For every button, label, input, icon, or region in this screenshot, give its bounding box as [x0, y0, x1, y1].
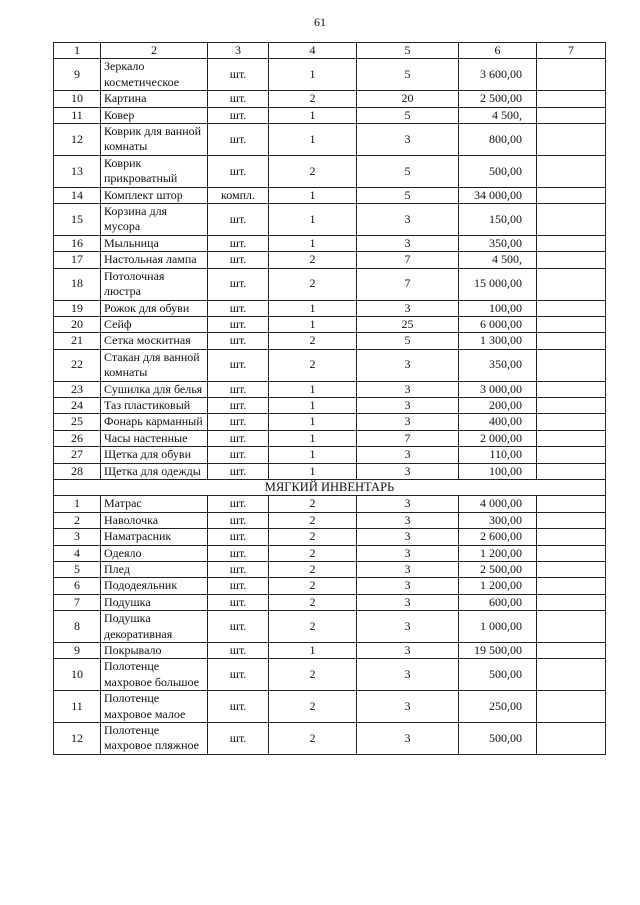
col-7-value [537, 430, 606, 446]
item-name: Наволочка [101, 512, 208, 528]
row-number: 4 [54, 545, 101, 561]
unit: шт. [208, 235, 269, 251]
table-row [54, 124, 606, 156]
table-row [54, 107, 606, 123]
price: 400,00 [459, 414, 537, 430]
col-7-value [537, 545, 606, 561]
col-5-value: 3 [357, 463, 459, 479]
row-number: 12 [54, 124, 101, 156]
table-body [54, 43, 606, 755]
row-number: 25 [54, 414, 101, 430]
table-row [54, 594, 606, 610]
item-name: Полотенце махровое пляжное [101, 723, 208, 755]
table-row [54, 562, 606, 578]
col-4-value: 2 [269, 155, 357, 187]
col-7-value [537, 155, 606, 187]
col-5-value: 3 [357, 124, 459, 156]
item-name: Подушка декоративная [101, 611, 208, 643]
table-row [54, 659, 606, 691]
item-name: Плед [101, 562, 208, 578]
col-5-value: 3 [357, 204, 459, 236]
price: 1 200,00 [459, 578, 537, 594]
price: 19 500,00 [459, 643, 537, 659]
unit: шт. [208, 659, 269, 691]
row-number: 24 [54, 397, 101, 413]
price: 200,00 [459, 397, 537, 413]
row-number: 8 [54, 611, 101, 643]
table-row [54, 333, 606, 349]
col-5-value: 3 [357, 496, 459, 512]
col-4-value: 2 [269, 562, 357, 578]
col-4-value: 2 [269, 268, 357, 300]
col-4-value: 1 [269, 381, 357, 397]
row-number: 6 [54, 578, 101, 594]
col-5-value: 7 [357, 252, 459, 268]
col-5-value: 5 [357, 155, 459, 187]
col-5-value: 20 [357, 91, 459, 107]
unit: шт. [208, 316, 269, 332]
row-number: 20 [54, 316, 101, 332]
col-4-value: 2 [269, 91, 357, 107]
price: 150,00 [459, 204, 537, 236]
page-number: 61 [314, 15, 326, 29]
table-row [54, 59, 606, 91]
row-number: 15 [54, 204, 101, 236]
item-name: Матрас [101, 496, 208, 512]
row-number: 27 [54, 447, 101, 463]
price: 500,00 [459, 659, 537, 691]
price: 250,00 [459, 691, 537, 723]
unit: шт. [208, 578, 269, 594]
col-5-value: 3 [357, 414, 459, 430]
col-7-value [537, 204, 606, 236]
price: 110,00 [459, 447, 537, 463]
item-name: Комплект штор [101, 187, 208, 203]
price: 100,00 [459, 300, 537, 316]
col-4-value: 2 [269, 723, 357, 755]
col-4-value: 1 [269, 397, 357, 413]
table-row [54, 512, 606, 528]
col-7-value [537, 268, 606, 300]
col-7-value [537, 235, 606, 251]
col-5-value: 3 [357, 545, 459, 561]
item-name: Сейф [101, 316, 208, 332]
price: 2 000,00 [459, 430, 537, 446]
col-7-value [537, 578, 606, 594]
unit: шт. [208, 594, 269, 610]
col-7-value [537, 463, 606, 479]
col-7-value [537, 124, 606, 156]
unit: шт. [208, 562, 269, 578]
col-4-value: 1 [269, 300, 357, 316]
table-row [54, 187, 606, 203]
table-row [54, 397, 606, 413]
row-number: 9 [54, 59, 101, 91]
item-name: Мыльница [101, 235, 208, 251]
col-5-value: 3 [357, 611, 459, 643]
column-number: 3 [208, 43, 269, 59]
item-name: Коврик прикроватный [101, 155, 208, 187]
unit: шт. [208, 107, 269, 123]
unit: шт. [208, 529, 269, 545]
row-number: 14 [54, 187, 101, 203]
row-number: 19 [54, 300, 101, 316]
col-4-value: 2 [269, 529, 357, 545]
unit: шт. [208, 59, 269, 91]
item-name: Сушилка для белья [101, 381, 208, 397]
row-number: 11 [54, 691, 101, 723]
item-name: Зеркало косметическое [101, 59, 208, 91]
col-7-value [537, 659, 606, 691]
table-row [54, 611, 606, 643]
table-row [54, 381, 606, 397]
price: 500,00 [459, 155, 537, 187]
row-number: 18 [54, 268, 101, 300]
col-4-value: 1 [269, 316, 357, 332]
item-name: Корзина для мусора [101, 204, 208, 236]
table-row [54, 643, 606, 659]
col-5-value: 3 [357, 659, 459, 691]
col-4-value: 1 [269, 204, 357, 236]
price: 1 000,00 [459, 611, 537, 643]
row-number: 10 [54, 91, 101, 107]
column-number: 5 [357, 43, 459, 59]
col-4-value: 1 [269, 414, 357, 430]
row-number: 5 [54, 562, 101, 578]
col-4-value: 2 [269, 691, 357, 723]
item-name: Настольная лампа [101, 252, 208, 268]
col-4-value: 1 [269, 463, 357, 479]
row-number: 28 [54, 463, 101, 479]
table-row [54, 578, 606, 594]
col-7-value [537, 91, 606, 107]
col-4-value: 2 [269, 252, 357, 268]
price: 4 500, [459, 107, 537, 123]
price: 34 000,00 [459, 187, 537, 203]
price: 6 000,00 [459, 316, 537, 332]
price: 1 300,00 [459, 333, 537, 349]
row-number: 22 [54, 349, 101, 381]
unit: шт. [208, 723, 269, 755]
unit: шт. [208, 545, 269, 561]
section-title: МЯГКИЙ ИНВЕНТАРЬ [54, 479, 606, 495]
table-row [54, 91, 606, 107]
table-row [54, 496, 606, 512]
col-5-value: 3 [357, 723, 459, 755]
col-4-value: 1 [269, 107, 357, 123]
unit: шт. [208, 430, 269, 446]
row-number: 23 [54, 381, 101, 397]
price: 2 500,00 [459, 562, 537, 578]
col-4-value: 2 [269, 594, 357, 610]
col-4-value: 2 [269, 611, 357, 643]
col-4-value: 1 [269, 430, 357, 446]
col-7-value [537, 414, 606, 430]
price: 800,00 [459, 124, 537, 156]
col-7-value [537, 594, 606, 610]
col-4-value: 1 [269, 124, 357, 156]
col-5-value: 3 [357, 562, 459, 578]
col-5-value: 3 [357, 594, 459, 610]
item-name: Сетка москитная [101, 333, 208, 349]
col-4-value: 1 [269, 187, 357, 203]
table-row [54, 463, 606, 479]
col-4-value: 2 [269, 333, 357, 349]
unit: шт. [208, 204, 269, 236]
item-name: Ковер [101, 107, 208, 123]
row-number: 1 [54, 496, 101, 512]
unit: шт. [208, 300, 269, 316]
unit: шт. [208, 124, 269, 156]
column-number: 1 [54, 43, 101, 59]
item-name: Наматрасник [101, 529, 208, 545]
unit: шт. [208, 91, 269, 107]
col-4-value: 2 [269, 578, 357, 594]
item-name: Щетка для одежды [101, 463, 208, 479]
col-5-value: 3 [357, 300, 459, 316]
price: 3 000,00 [459, 381, 537, 397]
row-number: 21 [54, 333, 101, 349]
col-7-value [537, 723, 606, 755]
col-7-value [537, 187, 606, 203]
table-row [54, 529, 606, 545]
col-5-value: 5 [357, 333, 459, 349]
item-name: Пододеяльник [101, 578, 208, 594]
col-5-value: 3 [357, 349, 459, 381]
col-5-value: 5 [357, 59, 459, 91]
table-row [54, 545, 606, 561]
col-7-value [537, 349, 606, 381]
unit: шт. [208, 496, 269, 512]
col-5-value: 3 [357, 643, 459, 659]
col-4-value: 2 [269, 545, 357, 561]
unit: шт. [208, 691, 269, 723]
row-number: 2 [54, 512, 101, 528]
row-number: 13 [54, 155, 101, 187]
price: 2 500,00 [459, 91, 537, 107]
row-number: 7 [54, 594, 101, 610]
table-row [54, 723, 606, 755]
table-row [54, 691, 606, 723]
row-number: 9 [54, 643, 101, 659]
column-number: 2 [101, 43, 208, 59]
col-5-value: 3 [357, 578, 459, 594]
price: 600,00 [459, 594, 537, 610]
col-7-value [537, 333, 606, 349]
unit: шт. [208, 611, 269, 643]
item-name: Потолочная люстра [101, 268, 208, 300]
table-row [54, 316, 606, 332]
table-row [54, 430, 606, 446]
unit: шт. [208, 397, 269, 413]
price: 2 600,00 [459, 529, 537, 545]
column-number-row [54, 43, 606, 59]
table-row [54, 349, 606, 381]
col-4-value: 1 [269, 643, 357, 659]
unit: шт. [208, 155, 269, 187]
price: 300,00 [459, 512, 537, 528]
col-5-value: 7 [357, 268, 459, 300]
item-name: Щетка для обуви [101, 447, 208, 463]
inventory-table [53, 42, 606, 755]
table-row [54, 155, 606, 187]
column-number: 7 [537, 43, 606, 59]
price: 100,00 [459, 463, 537, 479]
item-name: Полотенце махровое малое [101, 691, 208, 723]
unit: шт. [208, 512, 269, 528]
item-name: Картина [101, 91, 208, 107]
unit: шт. [208, 447, 269, 463]
col-4-value: 2 [269, 659, 357, 691]
col-4-value: 1 [269, 59, 357, 91]
price: 350,00 [459, 349, 537, 381]
col-7-value [537, 252, 606, 268]
unit: шт. [208, 268, 269, 300]
table-row [54, 204, 606, 236]
table-row [54, 447, 606, 463]
col-7-value [537, 107, 606, 123]
col-7-value [537, 512, 606, 528]
item-name: Фонарь карманный [101, 414, 208, 430]
unit: шт. [208, 463, 269, 479]
col-5-value: 25 [357, 316, 459, 332]
row-number: 16 [54, 235, 101, 251]
col-7-value [537, 316, 606, 332]
row-number: 26 [54, 430, 101, 446]
col-7-value [537, 381, 606, 397]
col-4-value: 1 [269, 447, 357, 463]
col-7-value [537, 691, 606, 723]
row-number: 12 [54, 723, 101, 755]
col-5-value: 3 [357, 529, 459, 545]
row-number: 11 [54, 107, 101, 123]
item-name: Полотенце махровое большое [101, 659, 208, 691]
section-row [54, 479, 606, 495]
column-number: 6 [459, 43, 537, 59]
table-row [54, 300, 606, 316]
col-5-value: 3 [357, 381, 459, 397]
table-row [54, 252, 606, 268]
unit: шт. [208, 252, 269, 268]
col-5-value: 5 [357, 107, 459, 123]
col-7-value [537, 496, 606, 512]
row-number: 17 [54, 252, 101, 268]
col-7-value [537, 300, 606, 316]
col-7-value [537, 397, 606, 413]
unit: шт. [208, 349, 269, 381]
price: 1 200,00 [459, 545, 537, 561]
col-5-value: 3 [357, 512, 459, 528]
col-4-value: 1 [269, 235, 357, 251]
col-7-value [537, 562, 606, 578]
col-7-value [537, 611, 606, 643]
unit: шт. [208, 414, 269, 430]
col-7-value [537, 59, 606, 91]
unit: шт. [208, 381, 269, 397]
row-number: 10 [54, 659, 101, 691]
col-5-value: 3 [357, 235, 459, 251]
item-name: Часы настенные [101, 430, 208, 446]
col-5-value: 3 [357, 691, 459, 723]
col-7-value [537, 447, 606, 463]
price: 350,00 [459, 235, 537, 251]
item-name: Коврик для ванной комнаты [101, 124, 208, 156]
column-number: 4 [269, 43, 357, 59]
unit: шт. [208, 643, 269, 659]
row-number: 3 [54, 529, 101, 545]
price: 500,00 [459, 723, 537, 755]
table-row [54, 414, 606, 430]
col-5-value: 3 [357, 397, 459, 413]
col-4-value: 2 [269, 512, 357, 528]
item-name: Подушка [101, 594, 208, 610]
item-name: Одеяло [101, 545, 208, 561]
col-5-value: 7 [357, 430, 459, 446]
unit: шт. [208, 333, 269, 349]
price: 4 500, [459, 252, 537, 268]
col-4-value: 2 [269, 496, 357, 512]
price: 15 000,00 [459, 268, 537, 300]
item-name: Рожок для обуви [101, 300, 208, 316]
col-7-value [537, 529, 606, 545]
unit: компл. [208, 187, 269, 203]
table-row [54, 268, 606, 300]
item-name: Покрывало [101, 643, 208, 659]
table-row [54, 235, 606, 251]
item-name: Таз пластиковый [101, 397, 208, 413]
col-7-value [537, 643, 606, 659]
col-5-value: 3 [357, 447, 459, 463]
col-4-value: 2 [269, 349, 357, 381]
price: 3 600,00 [459, 59, 537, 91]
col-5-value: 5 [357, 187, 459, 203]
item-name: Стакан для ванной комнаты [101, 349, 208, 381]
price: 4 000,00 [459, 496, 537, 512]
